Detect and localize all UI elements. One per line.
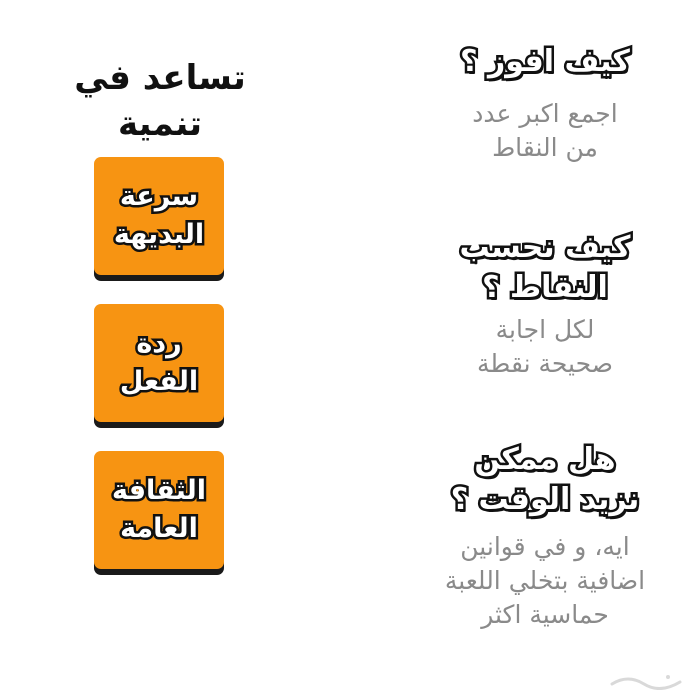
skill-card-general-knowledge bbox=[94, 451, 224, 569]
watermark-logo bbox=[608, 672, 688, 695]
faq-question-2: كيف نحسب النقاط ؟ bbox=[459, 230, 631, 305]
skill-label: الثقافة العامة bbox=[111, 475, 207, 544]
watermark-icon bbox=[608, 672, 688, 690]
skill-card-quick-wit bbox=[94, 157, 224, 275]
faq-answer-3: ايه، و في قوانين اضافية بتخلي اللعبة حماسية اكثر bbox=[444, 532, 646, 629]
faq-answer-2: لكل اجابة صحيحة نقطة bbox=[477, 315, 613, 378]
faq-answer-1: اجمع اكبر عدد من النقاط bbox=[472, 99, 618, 162]
skill-card-reaction bbox=[94, 304, 224, 422]
skills-title: تساعد في تنمية bbox=[74, 58, 246, 144]
skill-label: ردة الفعل bbox=[119, 328, 199, 397]
skill-label: سرعة البديهة bbox=[113, 181, 205, 250]
faq-question-3: هل ممكن نزيد الوقت ؟ bbox=[450, 442, 640, 517]
faq-question-1: كيف افوز ؟ bbox=[460, 44, 630, 79]
